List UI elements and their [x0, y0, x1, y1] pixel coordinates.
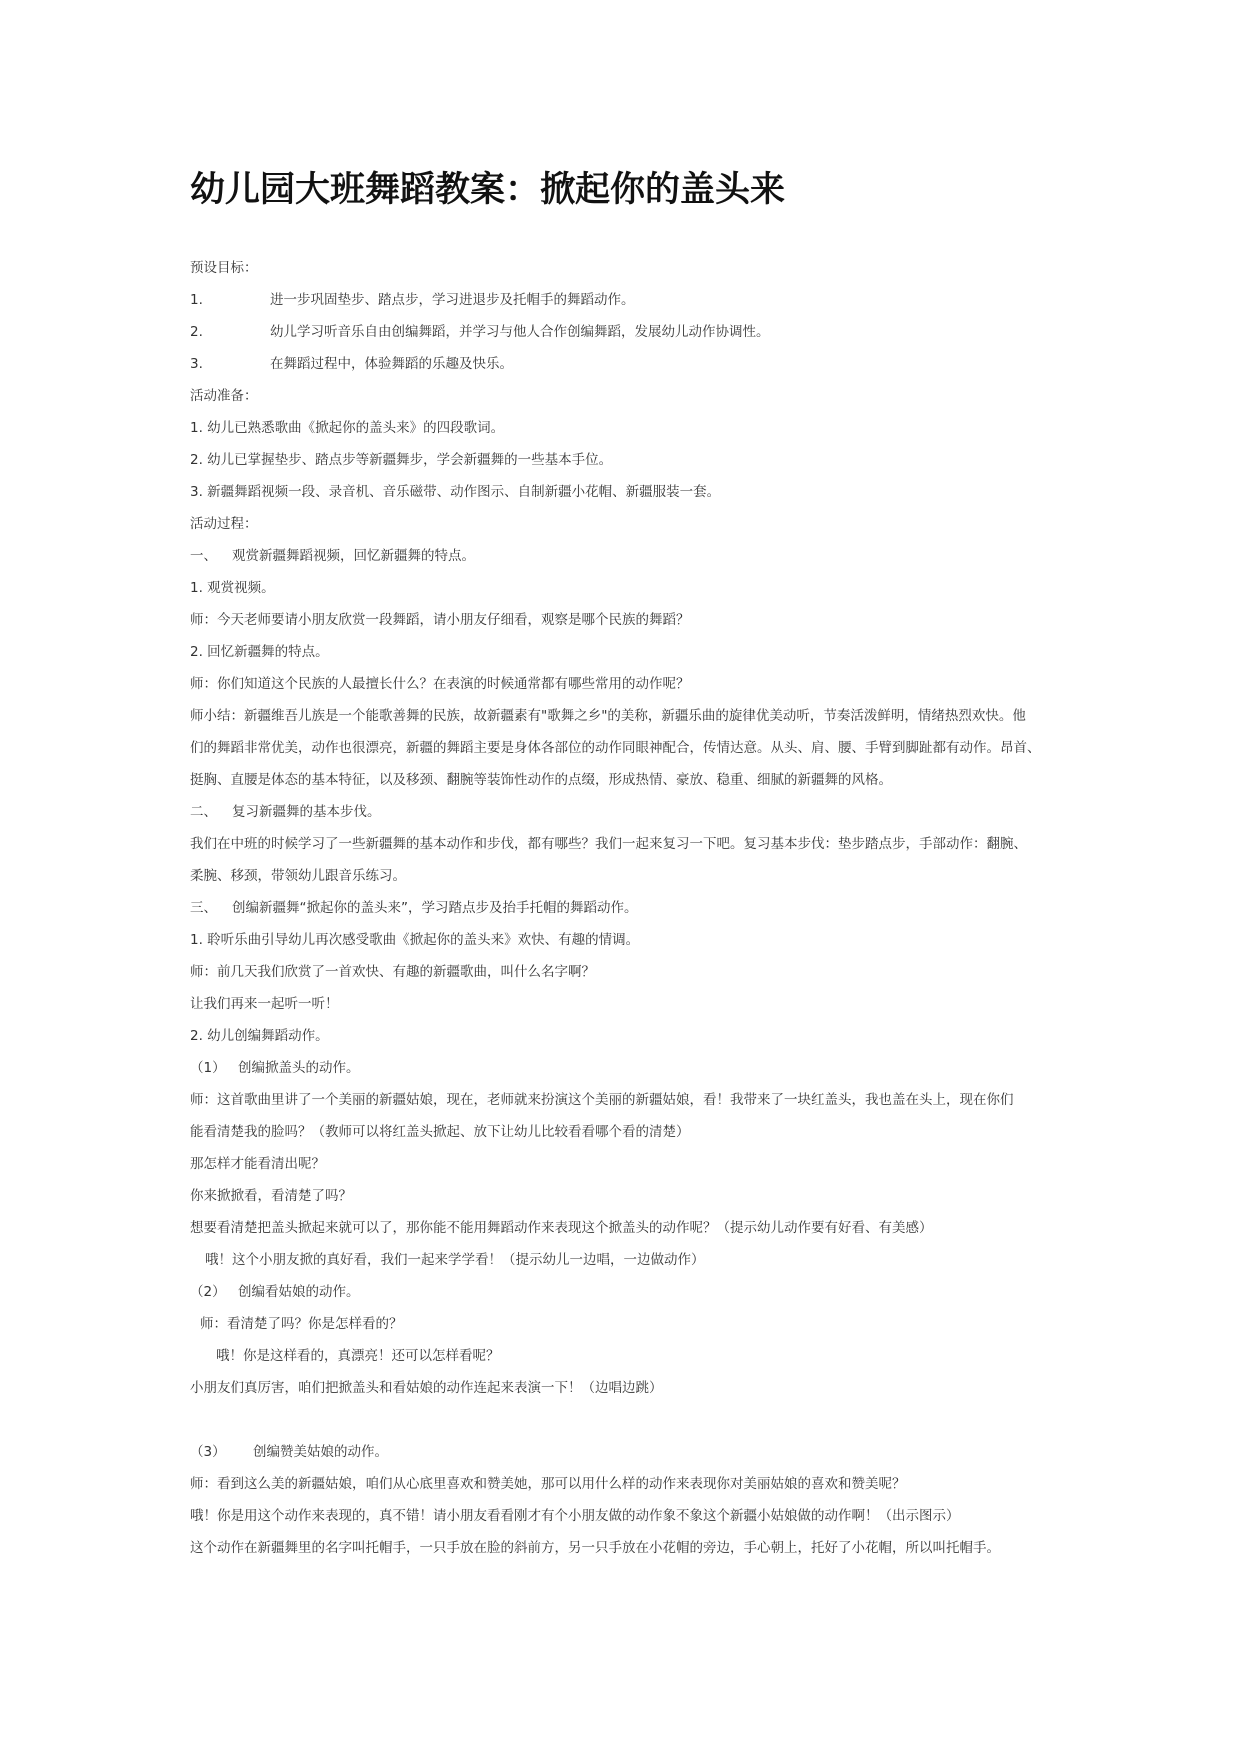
paragraph: 哦！你是这样看的，真漂亮！还可以怎样看呢？ [216, 1348, 500, 1364]
paragraph: 2. 幼儿创编舞蹈动作。 [190, 1028, 329, 1044]
paragraph: 1. 聆听乐曲引导幼儿再次感受歌曲《掀起你的盖头来》欢快、有趣的情调。 [190, 932, 640, 948]
list-item: 三、 创编新疆舞“掀起你的盖头来”，学习踏点步及抬手托帽的舞蹈动作。 [190, 896, 638, 916]
list-number: 2. [190, 324, 203, 340]
paragraph: 师：前几天我们欣赏了一首欢快、有趣的新疆歌曲，叫什么名字啊？ [190, 964, 595, 980]
paragraph: 师：看到这么美的新疆姑娘，咱们从心底里喜欢和赞美她，那可以用什么样的动作来表现你对美丽姑娘的喜欢和赞美呢？ [190, 1476, 906, 1492]
list-item: 二、 复习新疆舞的基本步伐。 [190, 800, 381, 820]
paragraph: 哦！你是用这个动作来表现的，真不错！请小朋友看看刚才有个小朋友做的动作象不象这个新疆小姑娘做的动作啊！（出示图示） [190, 1508, 960, 1524]
paragraph: 1. 幼儿已熟悉歌曲《掀起你的盖头来》的四段歌词。 [190, 420, 505, 436]
list-number: 三、 [190, 900, 217, 916]
paragraph: 们的舞蹈非常优美，动作也很漂亮，新疆的舞蹈主要是身体各部位的动作同眼神配合，传情达意。从头、肩、腰、手臂到脚趾都有动作。昂首、 [190, 740, 1041, 756]
list-number: 3. [190, 356, 203, 372]
list-number: 一、 [190, 548, 217, 564]
section-heading: 活动准备： [190, 388, 258, 404]
paragraph: 我们在中班的时候学习了一些新疆舞的基本动作和步伐，都有哪些？我们一起来复习一下吧。复习基本步伐：垫步踏点步，手部动作：翻腕、 [190, 836, 1027, 852]
section-heading: 预设目标： [190, 260, 258, 276]
paragraph: 师小结：新疆维吾儿族是一个能歌善舞的民族，故新疆素有"歌舞之乡"的美称，新疆乐曲的旋律优美动听，节奏活泼鲜明，情绪热烈欢快。他 [190, 708, 1026, 724]
paragraph: 你来掀掀看，看清楚了吗？ [190, 1188, 352, 1204]
paragraph: 师：看清楚了吗？你是怎样看的？ [200, 1316, 403, 1332]
list-item: 1. 进一步巩固垫步、踏点步，学习进退步及托帽手的舞蹈动作。 [190, 292, 635, 308]
document-title: 幼儿园大班舞蹈教案：掀起你的盖头来 [190, 170, 786, 210]
paragraph: 3. 新疆舞蹈视频一段、录音机、音乐磁带、动作图示、自制新疆小花帽、新疆服装一套。 [190, 484, 721, 500]
paragraph: 那怎样才能看清出呢？ [190, 1156, 325, 1172]
paragraph: 1. 观赏视频。 [190, 580, 275, 596]
paragraph: 想要看清楚把盖头掀起来就可以了，那你能不能用舞蹈动作来表现这个掀盖头的动作呢？（提示幼儿动作要有好看、有美感） [190, 1220, 933, 1236]
list-number: 二、 [190, 804, 217, 820]
paragraph: 让我们再来一起听一听！ [190, 996, 339, 1012]
paragraph: 师：这首歌曲里讲了一个美丽的新疆姑娘，现在，老师就来扮演这个美丽的新疆姑娘，看！我带来了一块红盖头，我也盖在头上，现在你们 [190, 1092, 1014, 1108]
list-item: 2. 幼儿学习听音乐自由创编舞蹈，并学习与他人合作创编舞蹈，发展幼儿动作协调性。 [190, 324, 770, 340]
list-item: 3. 在舞蹈过程中，体验舞蹈的乐趣及快乐。 [190, 356, 513, 372]
paragraph: 师：你们知道这个民族的人最擅长什么？在表演的时候通常都有哪些常用的动作呢？ [190, 676, 690, 692]
list-item: （3） 创编赞美姑娘的动作。 [190, 1440, 388, 1460]
paragraph: 柔腕、移颈，带领幼儿跟音乐练习。 [190, 868, 406, 884]
paragraph: 师：今天老师要请小朋友欣赏一段舞蹈，请小朋友仔细看，观察是哪个民族的舞蹈？ [190, 612, 690, 628]
paragraph: 哦！这个小朋友掀的真好看，我们一起来学学看！（提示幼儿一边唱，一边做动作） [205, 1252, 705, 1268]
paragraph: 挺胸、直腰是体态的基本特征，以及移颈、翻腕等装饰性动作的点缀，形成热情、豪放、稳重、细腻的新疆舞的风格。 [190, 772, 892, 788]
list-number: （3） [190, 1444, 226, 1460]
list-number: 1. [190, 292, 203, 308]
paragraph: 2. 幼儿已掌握垫步、踏点步等新疆舞步，学会新疆舞的一些基本手位。 [190, 452, 613, 468]
list-number: （2） [190, 1284, 226, 1300]
section-heading: 活动过程： [190, 516, 258, 532]
paragraph: 能看清楚我的脸吗？（教师可以将红盖头掀起、放下让幼儿比较看看哪个看的清楚） [190, 1124, 690, 1140]
list-number: （1） [190, 1060, 226, 1076]
list-item: （2） 创编看姑娘的动作。 [190, 1280, 360, 1300]
paragraph: 小朋友们真厉害，咱们把掀盖头和看姑娘的动作连起来表演一下！（边唱边跳） [190, 1380, 663, 1396]
paragraph: 这个动作在新疆舞里的名字叫托帽手，一只手放在脸的斜前方，另一只手放在小花帽的旁边，手心朝上，托好了小花帽，所以叫托帽手。 [190, 1540, 1000, 1556]
paragraph: 2. 回忆新疆舞的特点。 [190, 644, 329, 660]
list-item: （1） 创编掀盖头的动作。 [190, 1056, 360, 1076]
list-item: 一、 观赏新疆舞蹈视频，回忆新疆舞的特点。 [190, 544, 475, 564]
